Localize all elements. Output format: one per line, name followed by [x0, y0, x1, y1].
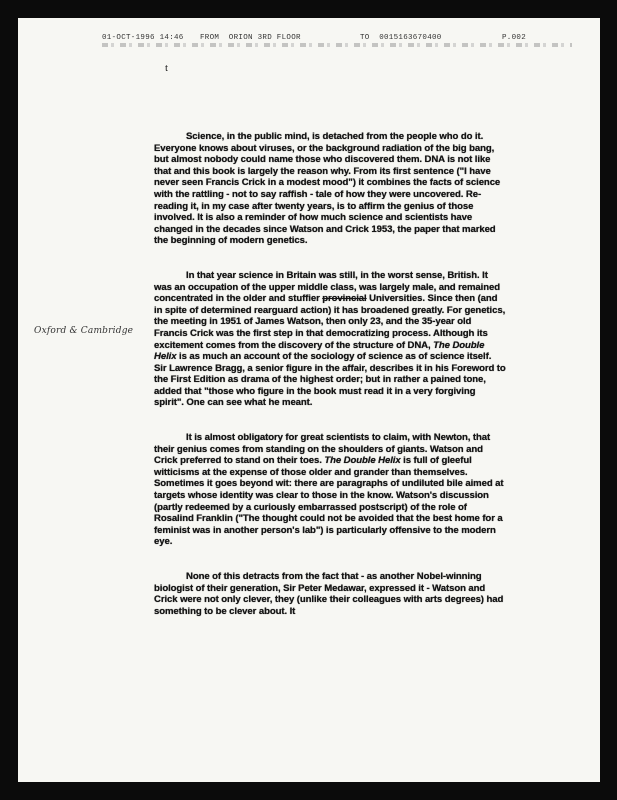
book-title: The Double Helix	[324, 455, 401, 467]
handwritten-margin-note: Oxford & Cambridge	[34, 326, 134, 336]
fax-from: FROM ORION 3RD FLOOR	[200, 34, 301, 42]
fax-datetime: 01-OCT-1996 14:46	[102, 34, 184, 42]
book-title: The Double Helix	[154, 339, 485, 363]
document-body	[154, 131, 506, 640]
paragraph-2: In that year science in Britain was still, in the worst sense, British. It was an occupation of the upper middle class, was largely male, and remained concentrated in the older and stuffier provincial Universities. Since then (and in spite of determined rearguard action) it has broadened greatly. For genetics, the meeting in 1951 of James Watson, then only 23, and the 35-year old Francis Crick was the first step in that democratizing process. Although its excitement comes from the discovery of the structure of DNA, The Double Helix is as much an account of the sociology of science as of science itself. Sir Lawrence Bragg, a senior figure in the affair, describes it in his Foreword to the First Edition as drama of the highest order; but in rather a pained tone, added that "those who figure in the book must read it in a very forgiving spirit". One can see what he meant.	[154, 269, 506, 409]
fax-transmission-noise	[102, 43, 572, 47]
paragraph-4: None of this detracts from the fact that - as another Nobel-winning biologist of their generation, Sir Peter Medawar, expressed it - Watson and Crick were not only clever, they (unlike their colleagues with arts degrees) had something to be clever about. It	[154, 571, 504, 617]
fax-page-number: P.002	[502, 34, 527, 42]
stray-pen-mark: t	[165, 62, 169, 74]
paragraph-1: Science, in the public mind, is detached from the people who do it. Everyone knows about viruses, or the background radiation of the big bang, but almost nobody could name those who discovered them. DNA is not like that and this book is largely the reason why. From its first sentence ("I have never seen Francis Crick in a modest mood") it combines the facts of science with the rattling - not to say raffish - tale of how they were uncovered. Re-reading it, in my case after twenty years, is to affirm the genius of those involved. It is also a reminder of how much science and scientists have changed in the decades since Watson and Crick 1953, the paper that marked the beginning of modern genetics.	[154, 131, 501, 247]
fax-header	[102, 34, 562, 82]
document-page	[18, 18, 600, 782]
fax-to: TO 0015163670400	[360, 34, 442, 42]
paragraph-3: It is almost obligatory for great scientists to claim, with Newton, that their genius comes from standing on the shoulders of giants. Watson and Crick preferred to stand on their toes. The Double Helix is full of gleeful witticisms at the expense of those older and grander than themselves. Sometimes it goes beyond wit: there are paragraphs of undiluted bile aimed at targets whose identity was clear to those in the know. Watson's discussion (partly redeemed by a curiously embarrassed postscript) of the role of Rosalind Franklin ("The thought could not be avoided that the best home for a feminist was in another person's lab") is particularly offensive to the modern eye.	[154, 432, 504, 548]
struck-word: provincial	[322, 293, 367, 305]
